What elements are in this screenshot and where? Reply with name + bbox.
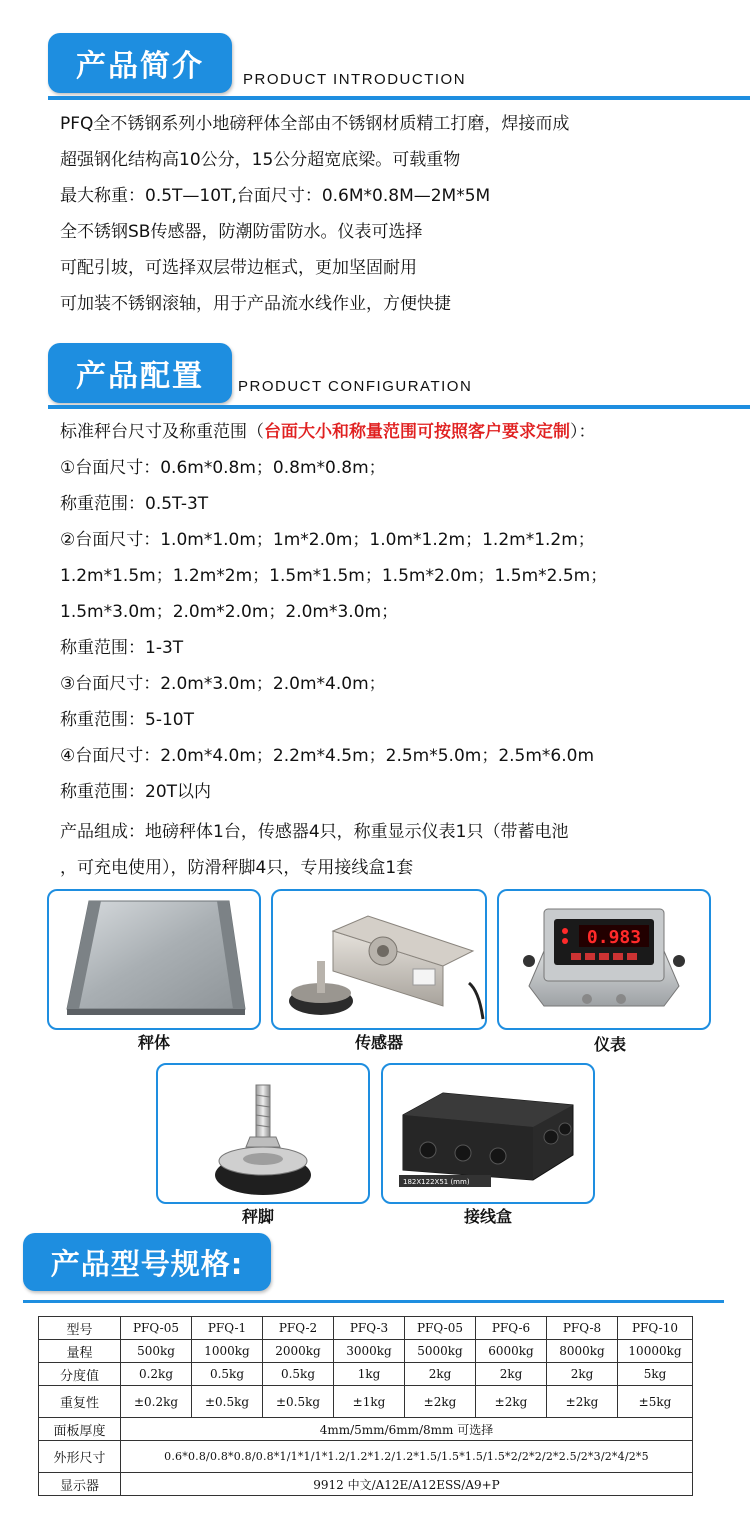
junction-box-illustration	[383, 1065, 593, 1202]
indicator-photo	[497, 889, 711, 1030]
config-text	[60, 414, 607, 886]
intro-line: 全不锈钢SB传感器，防潮防雷防水。仪表可选择	[60, 222, 423, 242]
platform-caption: 秤体	[137, 1033, 170, 1052]
spec-row-size	[39, 1441, 693, 1473]
config-subtitle: PRODUCT CONFIGURATION	[238, 378, 473, 395]
config-line: ④台面尺寸：2.0m*4.0m；2.2m*4.5m；2.5m*5.0m；2.5m*6.0m	[60, 746, 595, 766]
spec-cell: 5kg	[618, 1363, 693, 1386]
indicator-led-readout: 0.983	[586, 927, 642, 948]
indicator-caption: 仪表	[593, 1035, 626, 1054]
spec-cell: 8000kg	[547, 1340, 618, 1363]
spec-label: 外形尺寸	[39, 1441, 121, 1473]
intro-line: 可配引坡，可选择双层带边框式，更加坚固耐用	[60, 258, 417, 278]
intro-line: 可加装不锈钢滚轴，用于产品流水线作业，方便快捷	[60, 294, 451, 314]
spec-thickness-value: 4mm/5mm/6mm/8mm 可选择	[121, 1418, 693, 1441]
config-line: 称重范围：1-3T	[60, 638, 184, 658]
intro-divider	[48, 96, 750, 100]
config-title-badge: 产品配置	[48, 343, 232, 403]
spec-cell: ±0.5kg	[263, 1386, 334, 1418]
spec-cell: 500kg	[121, 1340, 192, 1363]
spec-cell: PFQ-6	[476, 1317, 547, 1340]
config-line: 称重范围：20T以内	[60, 782, 212, 802]
sensor-photo	[271, 889, 487, 1030]
spec-cell: 1000kg	[192, 1340, 263, 1363]
spec-row-thickness	[39, 1418, 693, 1441]
spec-label: 量程	[39, 1340, 121, 1363]
spec-cell: 10000kg	[618, 1340, 693, 1363]
config-lead-prefix: 标准秤台尺寸及称重范围（	[60, 422, 264, 442]
spec-cell: PFQ-8	[547, 1317, 618, 1340]
spec-cell: 0.5kg	[263, 1363, 334, 1386]
foot-caption: 秤脚	[241, 1207, 274, 1226]
config-lead-highlight: 台面大小和称量范围可按照客户要求定制	[264, 422, 570, 442]
spec-label: 型号	[39, 1317, 121, 1340]
intro-line: 超强钢化结构高10公分，15公分超宽底梁。可载重物	[60, 150, 461, 170]
spec-cell: 1kg	[334, 1363, 405, 1386]
spec-row-display	[39, 1473, 693, 1496]
config-line: 1.2m*1.5m；1.2m*2m；1.5m*1.5m；1.5m*2.0m；1.5m*2.5m；	[60, 566, 608, 586]
config-line: ③台面尺寸：2.0m*3.0m；2.0m*4.0m；	[60, 674, 386, 694]
spec-cell: 2000kg	[263, 1340, 334, 1363]
spec-cell: PFQ-2	[263, 1317, 334, 1340]
spec-cell: 2kg	[547, 1363, 618, 1386]
spec-divider	[23, 1300, 724, 1303]
spec-row-capacity	[39, 1340, 693, 1363]
config-line: 称重范围：5-10T	[60, 710, 194, 730]
intro-subtitle: PRODUCT INTRODUCTION	[243, 71, 467, 88]
spec-table	[38, 1316, 693, 1496]
platform-illustration	[49, 891, 259, 1028]
config-line: 称重范围：0.5T-3T	[60, 494, 209, 514]
spec-label: 分度值	[39, 1363, 121, 1386]
spec-label: 面板厚度	[39, 1418, 121, 1441]
spec-label: 显示器	[39, 1473, 121, 1496]
spec-row-model	[39, 1317, 693, 1340]
spec-cell: 2kg	[476, 1363, 547, 1386]
sensor-illustration	[273, 891, 485, 1028]
foot-illustration	[158, 1065, 368, 1202]
junction-box-caption: 接线盒	[463, 1207, 512, 1226]
spec-label: 重复性	[39, 1386, 121, 1418]
junction-box-photo	[381, 1063, 595, 1204]
config-lead-suffix: ）：	[570, 422, 596, 442]
spec-row-division	[39, 1363, 693, 1386]
spec-cell: ±2kg	[405, 1386, 476, 1418]
spec-cell: 5000kg	[405, 1340, 476, 1363]
spec-cell: 6000kg	[476, 1340, 547, 1363]
spec-display-value: 9912 中文/A12E/A12ESS/A9+P	[121, 1473, 693, 1496]
spec-cell: ±2kg	[547, 1386, 618, 1418]
intro-text	[60, 106, 569, 322]
config-lead	[60, 414, 607, 450]
spec-cell: ±1kg	[334, 1386, 405, 1418]
spec-cell: 0.5kg	[192, 1363, 263, 1386]
spec-size-value: 0.6*0.8/0.8*0.8/0.8*1/1*1/1*1.2/1.2*1.2/1.2*1.5/1.5*1.5/1.5*2/2*2/2*2.5/2*3/2*4/2*5	[121, 1441, 693, 1473]
spec-title-badge: 产品型号规格:	[23, 1233, 271, 1291]
sensor-caption: 传感器	[354, 1033, 403, 1052]
spec-cell: 0.2kg	[121, 1363, 192, 1386]
spec-cell: PFQ-05	[121, 1317, 192, 1340]
config-line: ①台面尺寸：0.6m*0.8m；0.8m*0.8m；	[60, 458, 386, 478]
spec-cell: ±0.2kg	[121, 1386, 192, 1418]
config-line: 1.5m*3.0m；2.0m*2.0m；2.0m*3.0m；	[60, 602, 399, 622]
platform-photo	[47, 889, 261, 1030]
spec-cell: 2kg	[405, 1363, 476, 1386]
spec-cell: 3000kg	[334, 1340, 405, 1363]
spec-cell: ±2kg	[476, 1386, 547, 1418]
spec-cell: PFQ-10	[618, 1317, 693, 1340]
spec-cell: PFQ-1	[192, 1317, 263, 1340]
intro-title-badge: 产品简介	[48, 33, 232, 93]
junction-box-dimension-label: 182X122X51 (mm)	[403, 1178, 470, 1186]
spec-cell: PFQ-3	[334, 1317, 405, 1340]
intro-line: 最大称重：0.5T—10T,台面尺寸：0.6M*0.8M—2M*5M	[60, 186, 491, 206]
spec-row-repeatability	[39, 1386, 693, 1418]
config-composition-line: 产品组成：地磅秤体1台，传感器4只，称重显示仪表1只（带蓄电池	[60, 822, 569, 842]
indicator-illustration	[499, 891, 709, 1028]
foot-photo	[156, 1063, 370, 1204]
spec-cell: ±5kg	[618, 1386, 693, 1418]
intro-line: PFQ全不锈钢系列小地磅秤体全部由不锈钢材质精工打磨，焊接而成	[60, 114, 570, 134]
config-line: ②台面尺寸：1.0m*1.0m；1m*2.0m；1.0m*1.2m；1.2m*1.2m；	[60, 530, 595, 550]
spec-cell: ±0.5kg	[192, 1386, 263, 1418]
config-divider	[48, 405, 750, 409]
config-composition-line: ，可充电使用），防滑秤脚4只，专用接线盒1套	[60, 858, 414, 878]
spec-cell: PFQ-05	[405, 1317, 476, 1340]
